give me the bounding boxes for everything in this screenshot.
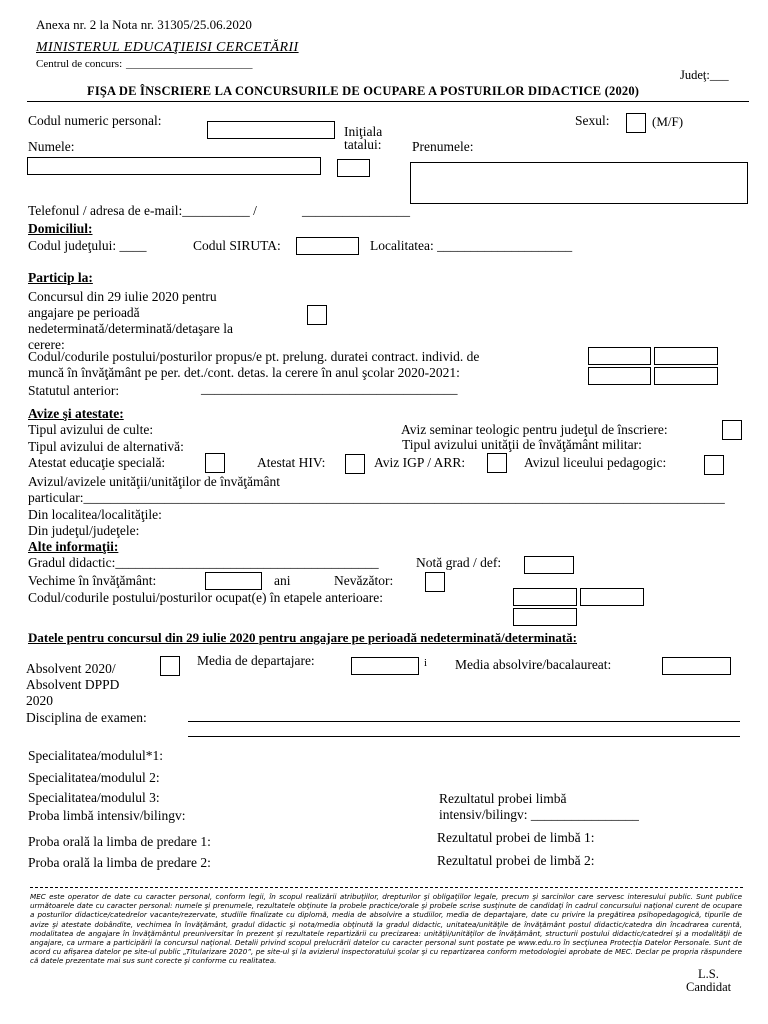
pedagogic-label: Avizul liceului pedagogic: (524, 455, 667, 470)
blind-label: Nevăzător: (334, 573, 394, 588)
surname-label: Numele: (28, 139, 75, 154)
seniority-input[interactable] (205, 572, 262, 590)
years-label: ani (274, 573, 291, 588)
approvals-heading: Avize şi atestate: (28, 406, 124, 421)
seminar-approval-label: Aviz seminar teologic pentru judeţul de înscriere: (401, 422, 668, 437)
graduate-label: Absolvent 2020/ Absolvent DPPD 2020 (26, 661, 120, 708)
footer-divider (30, 887, 743, 888)
cnp-input[interactable] (207, 121, 335, 139)
previous-status-label: Statutul anterior: (28, 383, 120, 398)
hiv-label: Atestat HIV: (257, 455, 326, 470)
oral-result-2-label: Rezultatul probei de limbă 2: (437, 853, 595, 868)
specialty-3-label: Specialitatea/modulul 3: (28, 790, 160, 805)
counties-label: Din judeţul/judeţele: (28, 523, 140, 538)
gdpr-notice: MEC este operator de date cu caracter personal, conform legii, în scopul realizării atribuţiilor, drepturilor şi obligaţiilor legale, precum şi sarcinilor care servesc interesului public. Sunt publice următoarele date cu caracter personal: numele şi prenumele, rezultatele obţinute la probele practice/orale şi probele scrise susţinute de candidaţi în cadrul concursului naţional curent de ocupare a posturilor didactice/catedrelor vacante/rezervate, studiile finalizate cu diplomă, media de absolvire a studiilor, media de departajare, date cu privire la pregătirea psihopedagogică, tipurile de avize şi atestate dobândite, vechimea în învăţământ, gradul didactic şi nota/media obţinută la gradul didactic, unitatea/unităţile de învăţământ postul didactic/catedra din încadrarea curentă, modalitatea de angajare în învăţământul preuniversitar în prezent şi rezultatele repartizării cu precizarea: unităţii/unităţilor de învăţământ, structurii postului didactic/catedrei şi a modalităţii de angajare, ca urmare a participării la concursul naţional. Detalii privind scopul prelucrării datelor cu caracter personal sunt postate pe www.edu.ro în secţiunea Protecţia Datelor Personale. Sunt de acord cu afişarea datelor pe site-ul public „Titularizare 2020”, pe site-ul şi la avizierul inspectoratului şcolar şi cu repartizarea conform metodologiei aprobate de MEC. Declar pe propria răspundere că datele prezentate mai sus sunt corecte şi conforme cu realitatea. (30, 892, 742, 966)
father-initial-label: Iniţiala tatalui: (344, 124, 383, 152)
extension-codes-label: Codul/codurile postului/posturilor propus/e pt. prelung. duratei contract. individ. de muncă în învăţământ pe per. det./cont. detas. la cerere în anul şcolar 2020-2021: (28, 349, 480, 380)
tiebreak-input[interactable] (351, 657, 419, 675)
oral-exam-1-label: Proba orală la limba de predare 1: (28, 834, 211, 849)
phone-email-label: Telefonul / adresa de e-mail:__________ / (28, 203, 257, 218)
oral-exam-2-label: Proba orală la limba de predare 2: (28, 855, 211, 870)
firstname-label: Prenumele: (412, 139, 474, 154)
father-initial-input[interactable] (337, 159, 370, 177)
specialty-2-label: Specialitatea/modulul 2: (28, 770, 160, 785)
locality-field[interactable]: Localitatea: ____________________ (370, 238, 573, 253)
bac-input[interactable] (662, 657, 731, 675)
previous-codes-label: Codul/codurile postului/posturilor ocupat(e) în etapele anterioare: (28, 590, 384, 605)
phone-email-input[interactable]: ________________ (302, 203, 410, 218)
discipline-label: Disciplina de examen: (26, 710, 147, 725)
cult-approval-label: Tipul avizului de culte: (28, 422, 154, 437)
previous-status-input[interactable]: ______________________________________ (201, 381, 458, 396)
candidate-signature-label: Candidat (686, 980, 732, 994)
igp-checkbox[interactable] (487, 453, 507, 473)
blind-checkbox[interactable] (425, 572, 445, 592)
previous-code-input-2[interactable] (580, 588, 644, 606)
cnp-label: Codul numeric personal: (28, 113, 162, 128)
intensive-language-label: Proba limbă intensiv/bilingv: (28, 808, 186, 823)
private-units-field[interactable]: Avizul/avizele unităţii/unităţilor de învăţământ particular:_______________________________________________________________________________________________ (28, 474, 725, 505)
extension-code-input-2[interactable] (654, 347, 718, 365)
domicile-heading: Domiciliul: (28, 221, 93, 236)
pedagogic-checkbox[interactable] (704, 455, 724, 475)
graduate-checkbox[interactable] (160, 656, 180, 676)
annex-reference: Anexa nr. 2 la Nota nr. 31305/25.06.2020 (36, 17, 252, 32)
grade-label: Notă grad / def: (416, 555, 502, 570)
contest-data-heading: Datele pentru concursul din 29 iulie 2020 pentru angajare pe perioadă nedeterminată/determinată: (28, 630, 577, 645)
contest-label: Concursul din 29 iulie 2020 pentru angajare pe perioadă nedeterminată/determinată/detaşare la cerere: (28, 289, 234, 352)
tiebreak-mark: i (424, 657, 428, 669)
alternative-approval-label: Tipul avizului de alternativă: (28, 439, 184, 454)
extension-code-input-1[interactable] (588, 347, 651, 365)
hiv-checkbox[interactable] (345, 454, 365, 474)
siruta-input[interactable] (296, 237, 359, 255)
previous-code-input-1[interactable] (513, 588, 577, 606)
title-divider (27, 101, 749, 102)
degree-field[interactable]: Gradul didactic:_______________________________________ (28, 555, 379, 570)
bac-label: Media absolvire/bacalaureat: (455, 657, 612, 672)
localities-label: Din localitea/localităţile: (28, 507, 162, 522)
form-title: FIŞA DE ÎNSCRIERE LA CONCURSURILE DE OCUPARE A POSTURILOR DIDACTICE (2020) (87, 84, 640, 98)
sex-label: Sexul: (575, 113, 610, 128)
sex-input[interactable] (626, 113, 646, 133)
discipline-input-line-1[interactable] (188, 721, 740, 722)
county-field[interactable]: Judeţ:___ (680, 68, 729, 82)
seniority-label: Vechime în învăţământ: (28, 573, 157, 588)
siruta-label: Codul SIRUTA: (193, 238, 281, 253)
tiebreak-label: Media de departajare: (197, 653, 315, 668)
firstname-input[interactable] (410, 162, 748, 204)
surname-input[interactable] (27, 157, 321, 175)
ministry-name: MINISTERUL EDUCAŢIEISI CERCETĂRII (36, 40, 299, 55)
sex-hint: (M/F) (652, 114, 684, 129)
county-code-field[interactable]: Codul judeţului: ____ (28, 238, 147, 253)
special-education-label: Atestat educaţie specială: (28, 455, 166, 470)
discipline-input-line-2[interactable] (188, 736, 740, 737)
igp-label: Aviz IGP / ARR: (374, 455, 466, 470)
center-label: Centrul de concurs: (36, 58, 123, 70)
seminar-approval-checkbox[interactable] (722, 420, 742, 440)
grade-input[interactable] (524, 556, 574, 574)
special-education-checkbox[interactable] (205, 453, 225, 473)
military-approval-label: Tipul avizului unităţii de învăţământ militar: (402, 437, 642, 452)
center-input[interactable]: _______________________ (126, 58, 253, 70)
contest-checkbox[interactable] (307, 305, 327, 325)
language-result-field[interactable]: Rezultatul probei limbă intensiv/bilingv: ________________ (439, 791, 639, 822)
oral-result-1-label: Rezultatul probei de limbă 1: (437, 830, 595, 845)
other-info-heading: Alte informaţii: (28, 539, 119, 554)
seal-label: L.S. (698, 967, 719, 981)
extension-code-input-3[interactable] (588, 367, 651, 385)
participate-heading: Particip la: (28, 270, 93, 285)
specialty-1-label: Specialitatea/modulul*1: (28, 748, 163, 763)
previous-code-input-3[interactable] (513, 608, 577, 626)
extension-code-input-4[interactable] (654, 367, 718, 385)
